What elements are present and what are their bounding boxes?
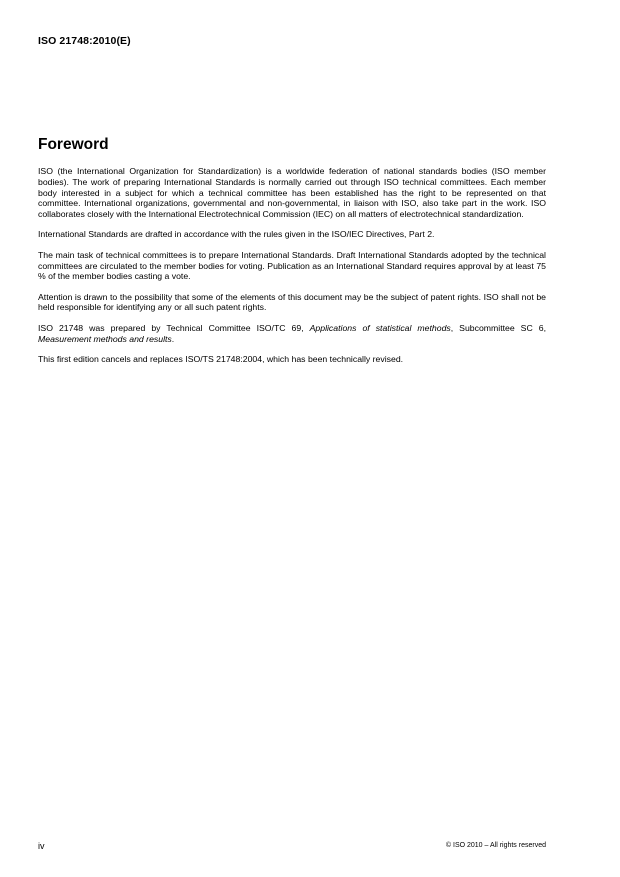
- committee-title: Applications of statistical methods: [309, 322, 451, 333]
- copyright-notice: © ISO 2010 – All rights reserved: [445, 842, 546, 849]
- paragraph-edition-note: This first edition cancels and replaces ISO/TS 21748:2004, which has been technically revised.: [38, 353, 404, 364]
- foreword-body: [38, 166, 546, 374]
- subcommittee-title: Measurement methods and results: [38, 333, 172, 344]
- preparation-text-3: .: [171, 333, 175, 344]
- paragraph-patent-rights: Attention is drawn to the possibility that some of the elements of this document may be the subject of patent rights. ISO shall not be held responsible for identifying any or all such patent rights.: [38, 291, 546, 313]
- page-number: iv: [38, 841, 45, 851]
- preparation-text-2: , Subcommittee SC 6,: [450, 322, 546, 333]
- document-id: ISO 21748:2010(E): [38, 35, 131, 47]
- paragraph-iso-overview: ISO (the International Organization for Standardization) is a worldwide federation of national standards bodies (ISO member bodies). The work of preparing International Standards is normally carried out through ISO technical committees. Each member body interested in a subject for which a technical committee has been established has the right to be represented on that committee. International organizations, governmental and non-governmental, in liaison with ISO, also take part in the work. ISO collaborates closely with the International Electrotechnical Commission (IEC) on all matters of electrotechnical standardization.: [38, 166, 546, 220]
- page-title: Foreword: [38, 136, 109, 153]
- paragraph-preparation: [38, 323, 546, 345]
- preparation-text-1: ISO 21748 was prepared by Technical Committee ISO/TC 69,: [38, 322, 310, 333]
- paragraph-drafting-rules: International Standards are drafted in accordance with the rules given in the ISO/IEC Directives, Part 2.: [38, 229, 435, 240]
- paragraph-committee-task: The main task of technical committees is to prepare International Standards. Draft International Standards adopted by the technical committees are circulated to the member bodies for voting. Publication as an International Standard requires approval by at least 75 % of the member bodies casting a vote.: [38, 249, 546, 282]
